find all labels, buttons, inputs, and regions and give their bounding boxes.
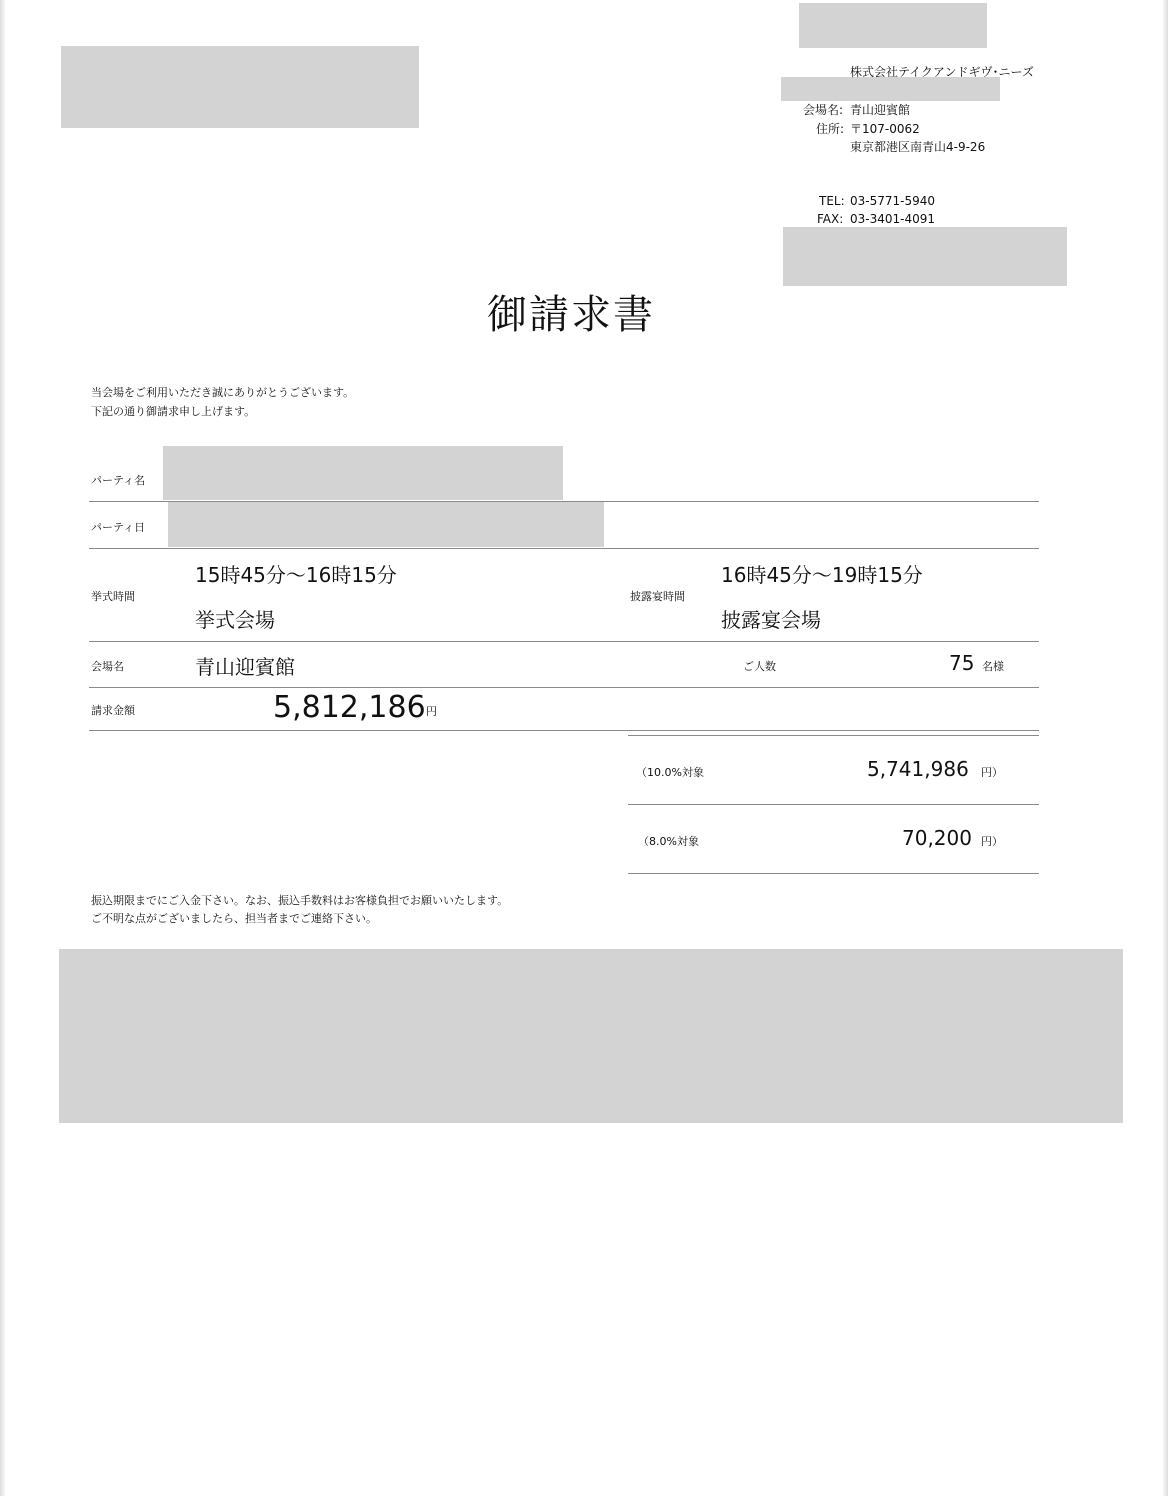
- redacted-stamp: [783, 227, 1067, 286]
- tax8-amount: 70,200: [902, 826, 972, 850]
- venue-label: 会場名:: [803, 103, 844, 117]
- company-name: 株式会社テイクアンドギヴ･ニーズ: [850, 65, 1034, 79]
- document-title: 御請求書: [487, 292, 655, 338]
- row-divider: [89, 548, 1039, 549]
- tax10-unit: 円）: [981, 766, 1003, 779]
- tax-divider: [628, 804, 1039, 805]
- reception-time-label: 披露宴時間: [630, 590, 685, 603]
- greeting-line-1: 当会場をご利用いただき誠にありがとうございます。: [91, 386, 355, 399]
- amount-unit: 円: [426, 705, 437, 718]
- tax10-label: （10.0%対象: [636, 766, 704, 779]
- address-label: 住所:: [816, 122, 845, 136]
- redacted-footer: [59, 949, 1123, 1123]
- page-edge-right: [1162, 0, 1168, 1496]
- redacted-party-date: [168, 502, 604, 547]
- invoice-amount: 5,812,186: [273, 690, 426, 725]
- address: 東京都港区南青山4-9-26: [850, 140, 986, 154]
- ceremony-time-label: 挙式時間: [91, 590, 135, 603]
- guests-unit: 名様: [982, 660, 1004, 673]
- note-line-2: ご不明な点がございましたら、担当者までご連絡下さい。: [91, 912, 377, 925]
- tax8-label: （8.0%対象: [638, 835, 699, 848]
- tel-label: TEL:: [819, 194, 845, 208]
- tax-divider: [628, 873, 1039, 874]
- fax-label: FAX:: [817, 212, 844, 226]
- guest-count: 75: [949, 651, 975, 675]
- greeting-line-2: 下記の通り御請求申し上げます。: [91, 405, 256, 418]
- venue-name-label: 会場名: [91, 660, 124, 673]
- row-divider: [89, 687, 1039, 688]
- venue-name: 青山迎賓館: [195, 655, 295, 679]
- tax8-unit: 円）: [981, 835, 1003, 848]
- tel-number: 03-5771-5940: [850, 194, 936, 208]
- redacted-header-top: [799, 3, 987, 48]
- guests-label: ご人数: [743, 660, 776, 673]
- row-divider: [89, 730, 1039, 731]
- note-line-1: 振込期限までにご入金下さい。なお、振込手数料はお客様負担でお願いいたします。: [91, 894, 509, 907]
- reception-time: 16時45分〜19時15分: [721, 563, 923, 587]
- tax-divider: [628, 735, 1039, 736]
- page-edge-left: [0, 0, 6, 1496]
- fax-number: 03-3401-4091: [850, 212, 936, 226]
- amount-label: 請求金額: [91, 704, 135, 717]
- ceremony-time: 15時45分〜16時15分: [195, 563, 397, 587]
- tax10-amount: 5,741,986: [867, 757, 969, 781]
- party-date-label: パーティ日: [91, 521, 146, 534]
- venue-value: 青山迎賓館: [850, 103, 911, 117]
- reception-venue: 披露宴会場: [721, 608, 821, 632]
- party-name-label: パーティ名: [91, 474, 146, 487]
- postal-code: 〒107-0062: [850, 122, 920, 136]
- ceremony-venue: 挙式会場: [195, 608, 275, 632]
- row-divider: [89, 641, 1039, 642]
- row-divider: [89, 501, 1039, 502]
- redacted-header-mid: [781, 77, 1000, 101]
- redacted-recipient: [61, 46, 419, 128]
- redacted-party-name: [163, 446, 563, 500]
